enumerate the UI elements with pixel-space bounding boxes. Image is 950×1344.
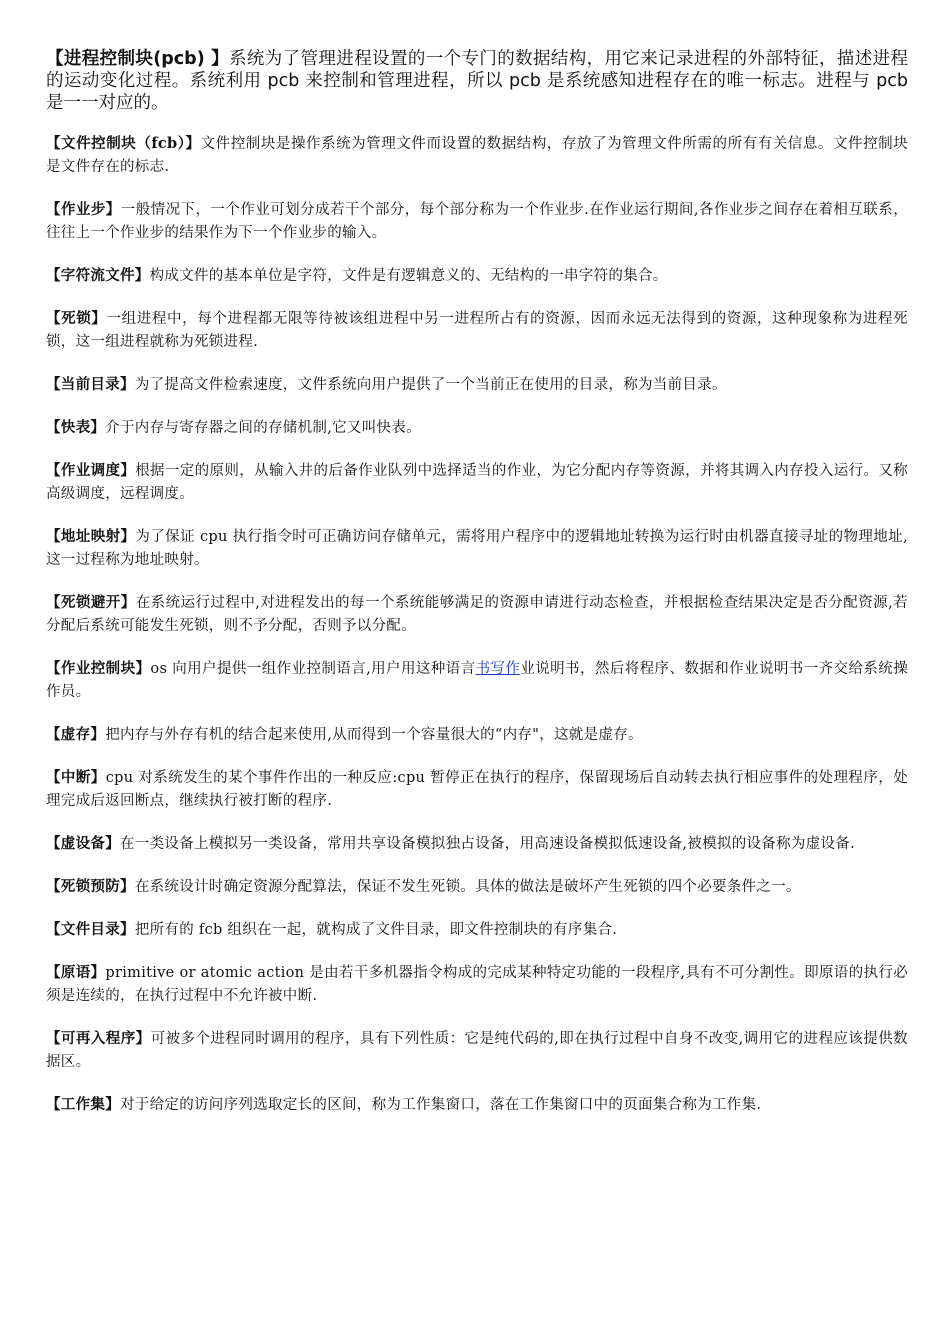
term-label: 【字符流文件】 bbox=[46, 267, 150, 284]
definition-text: 为了提高文件检索速度，文件系统向用户提供了一个当前正在使用的目录，称为当前目录。 bbox=[134, 377, 727, 393]
term-label: 【死锁】 bbox=[46, 310, 107, 327]
term-label: 【可再入程序】 bbox=[46, 1030, 151, 1047]
term-label: 【死锁预防】 bbox=[46, 878, 135, 895]
definition-entry bbox=[46, 198, 908, 245]
definition-text: 对于给定的访问序列选取定长的区间，称为工作集窗口，落在工作集窗口中的页面集合称为工作集. bbox=[120, 1097, 762, 1113]
definition-entry bbox=[46, 1093, 908, 1117]
inline-link[interactable]: 书写作 bbox=[475, 661, 521, 677]
intro-paragraph bbox=[46, 48, 908, 114]
definition-entry bbox=[46, 307, 908, 354]
term-label: 【原语】 bbox=[46, 964, 106, 981]
definition-text: 为了保证 cpu 执行指令时可正确访问存储单元，需将用户程序中的逻辑地址转换为运行时由机器直接寻址的物理地址,这一过程称为地址映射。 bbox=[46, 529, 908, 568]
definition-entry bbox=[46, 918, 908, 942]
term-label: 【虚设备】 bbox=[46, 835, 120, 852]
definition-text: 把内存与外存有机的结合起来使用,从而得到一个容量很大的“内存"，这就是虚存。 bbox=[105, 727, 643, 743]
definition-text: 根据一定的原则，从输入井的后备作业队列中选择适当的作业，为它分配内存等资源，并将其调入内存投入运行。又称高级调度，远程调度。 bbox=[46, 463, 908, 502]
definition-entry bbox=[46, 723, 908, 747]
definition-text: 业说明书，然后将程序、数据和作业说明书一齐交给系统操作员。 bbox=[46, 661, 908, 700]
definition-text: primitive or atomic action 是由若干多机器指令构成的完成某种特定功能的一段程序,具有不可分割性。即原语的执行必须是连续的，在执行过程中不允许被中断. bbox=[46, 965, 908, 1004]
term-label: 【虚存】 bbox=[46, 726, 106, 743]
definition-entry bbox=[46, 961, 908, 1008]
definition-text: 一般情况下，一个作业可划分成若干个部分，每个部分称为一个作业步.在作业运行期间,各作业步之间存在着相互联系，往往上一个作业步的结果作为下一个作业步的输入。 bbox=[46, 202, 909, 241]
term-label: 【中断】 bbox=[46, 769, 106, 786]
definition-entry bbox=[46, 591, 908, 638]
definition-text: 一组进程中，每个进程都无限等待被该组进程中另一进程所占有的资源，因而永远无法得到的资源，这种现象称为进程死锁，这一组进程就称为死锁进程. bbox=[46, 311, 908, 350]
definition-text: 构成文件的基本单位是字符，文件是有逻辑意义的、无结构的一串字符的集合。 bbox=[149, 268, 668, 284]
definition-text: 系统为了管理进程设置的一个专门的数据结构，用它来记录进程的外部特征，描述进程的运动变化过程。系统利用 pcb 来控制和管理进程，所以 pcb 是系统感知进程存在的唯一标志。进程与 pcb 是一一对应的。 bbox=[46, 49, 909, 113]
definition-text: 把所有的 fcb 组织在一起，就构成了文件目录，即文件控制块的有序集合. bbox=[134, 922, 618, 938]
term-label: 【死锁避开】 bbox=[46, 594, 136, 611]
definition-entry bbox=[46, 416, 908, 440]
definition-entry bbox=[46, 832, 908, 856]
definition-text: 在系统设计时确定资源分配算法，保证不发生死锁。具体的做法是破坏产生死锁的四个必要条件之一。 bbox=[134, 879, 801, 895]
definition-entry bbox=[46, 875, 908, 899]
definition-entry bbox=[46, 373, 908, 397]
term-label: 【作业调度】 bbox=[46, 462, 136, 479]
definition-text: 文件控制块是操作系统为管理文件而设置的数据结构，存放了为管理文件所需的所有有关信息。文件控制块是文件存在的标志. bbox=[46, 136, 908, 175]
term-label: 【快表】 bbox=[46, 419, 106, 436]
definition-entry bbox=[46, 525, 908, 572]
definition-entry bbox=[46, 264, 908, 288]
term-label: 【作业步】 bbox=[46, 201, 121, 218]
term-label: 【地址映射】 bbox=[46, 528, 136, 545]
term-label: 【作业控制块】 bbox=[46, 660, 151, 677]
document-page bbox=[46, 48, 908, 1136]
definition-text: os 向用户提供一组作业控制语言,用户用这种语言 bbox=[150, 661, 476, 677]
definition-text: 介于内存与寄存器之间的存储机制,它又叫快表。 bbox=[105, 420, 421, 436]
definition-entry bbox=[46, 766, 908, 813]
definition-entry bbox=[46, 132, 908, 179]
term-label: 【工作集】 bbox=[46, 1096, 120, 1113]
term-label: 【进程控制块(pcb) 】 bbox=[46, 49, 230, 69]
definition-text: cpu 对系统发生的某个事件作出的一种反应:cpu 暂停正在执行的程序，保留现场后自动转去执行相应事件的处理程序，处理完成后返回断点，继续执行被打断的程序. bbox=[46, 770, 909, 809]
term-label: 【文件目录】 bbox=[46, 921, 135, 938]
term-label: 【当前目录】 bbox=[46, 376, 135, 393]
definition-entry bbox=[46, 657, 908, 704]
definition-entry bbox=[46, 1027, 908, 1074]
term-label: 【文件控制块（fcb）】 bbox=[46, 135, 201, 152]
definition-text: 在系统运行过程中,对进程发出的每一个系统能够满足的资源申请进行动态检查，并根据检查结果决定是否分配资源,若分配后系统可能发生死锁，则不予分配，否则予以分配。 bbox=[46, 595, 908, 634]
definition-text: 在一类设备上模拟另一类设备，常用共享设备模拟独占设备，用高速设备模拟低速设备,被模拟的设备称为虚设备. bbox=[120, 836, 856, 852]
definition-text: 可被多个进程同时调用的程序，具有下列性质：它是纯代码的,即在执行过程中自身不改变,调用它的进程应该提供数据区。 bbox=[46, 1031, 908, 1070]
definition-entry bbox=[46, 459, 908, 506]
